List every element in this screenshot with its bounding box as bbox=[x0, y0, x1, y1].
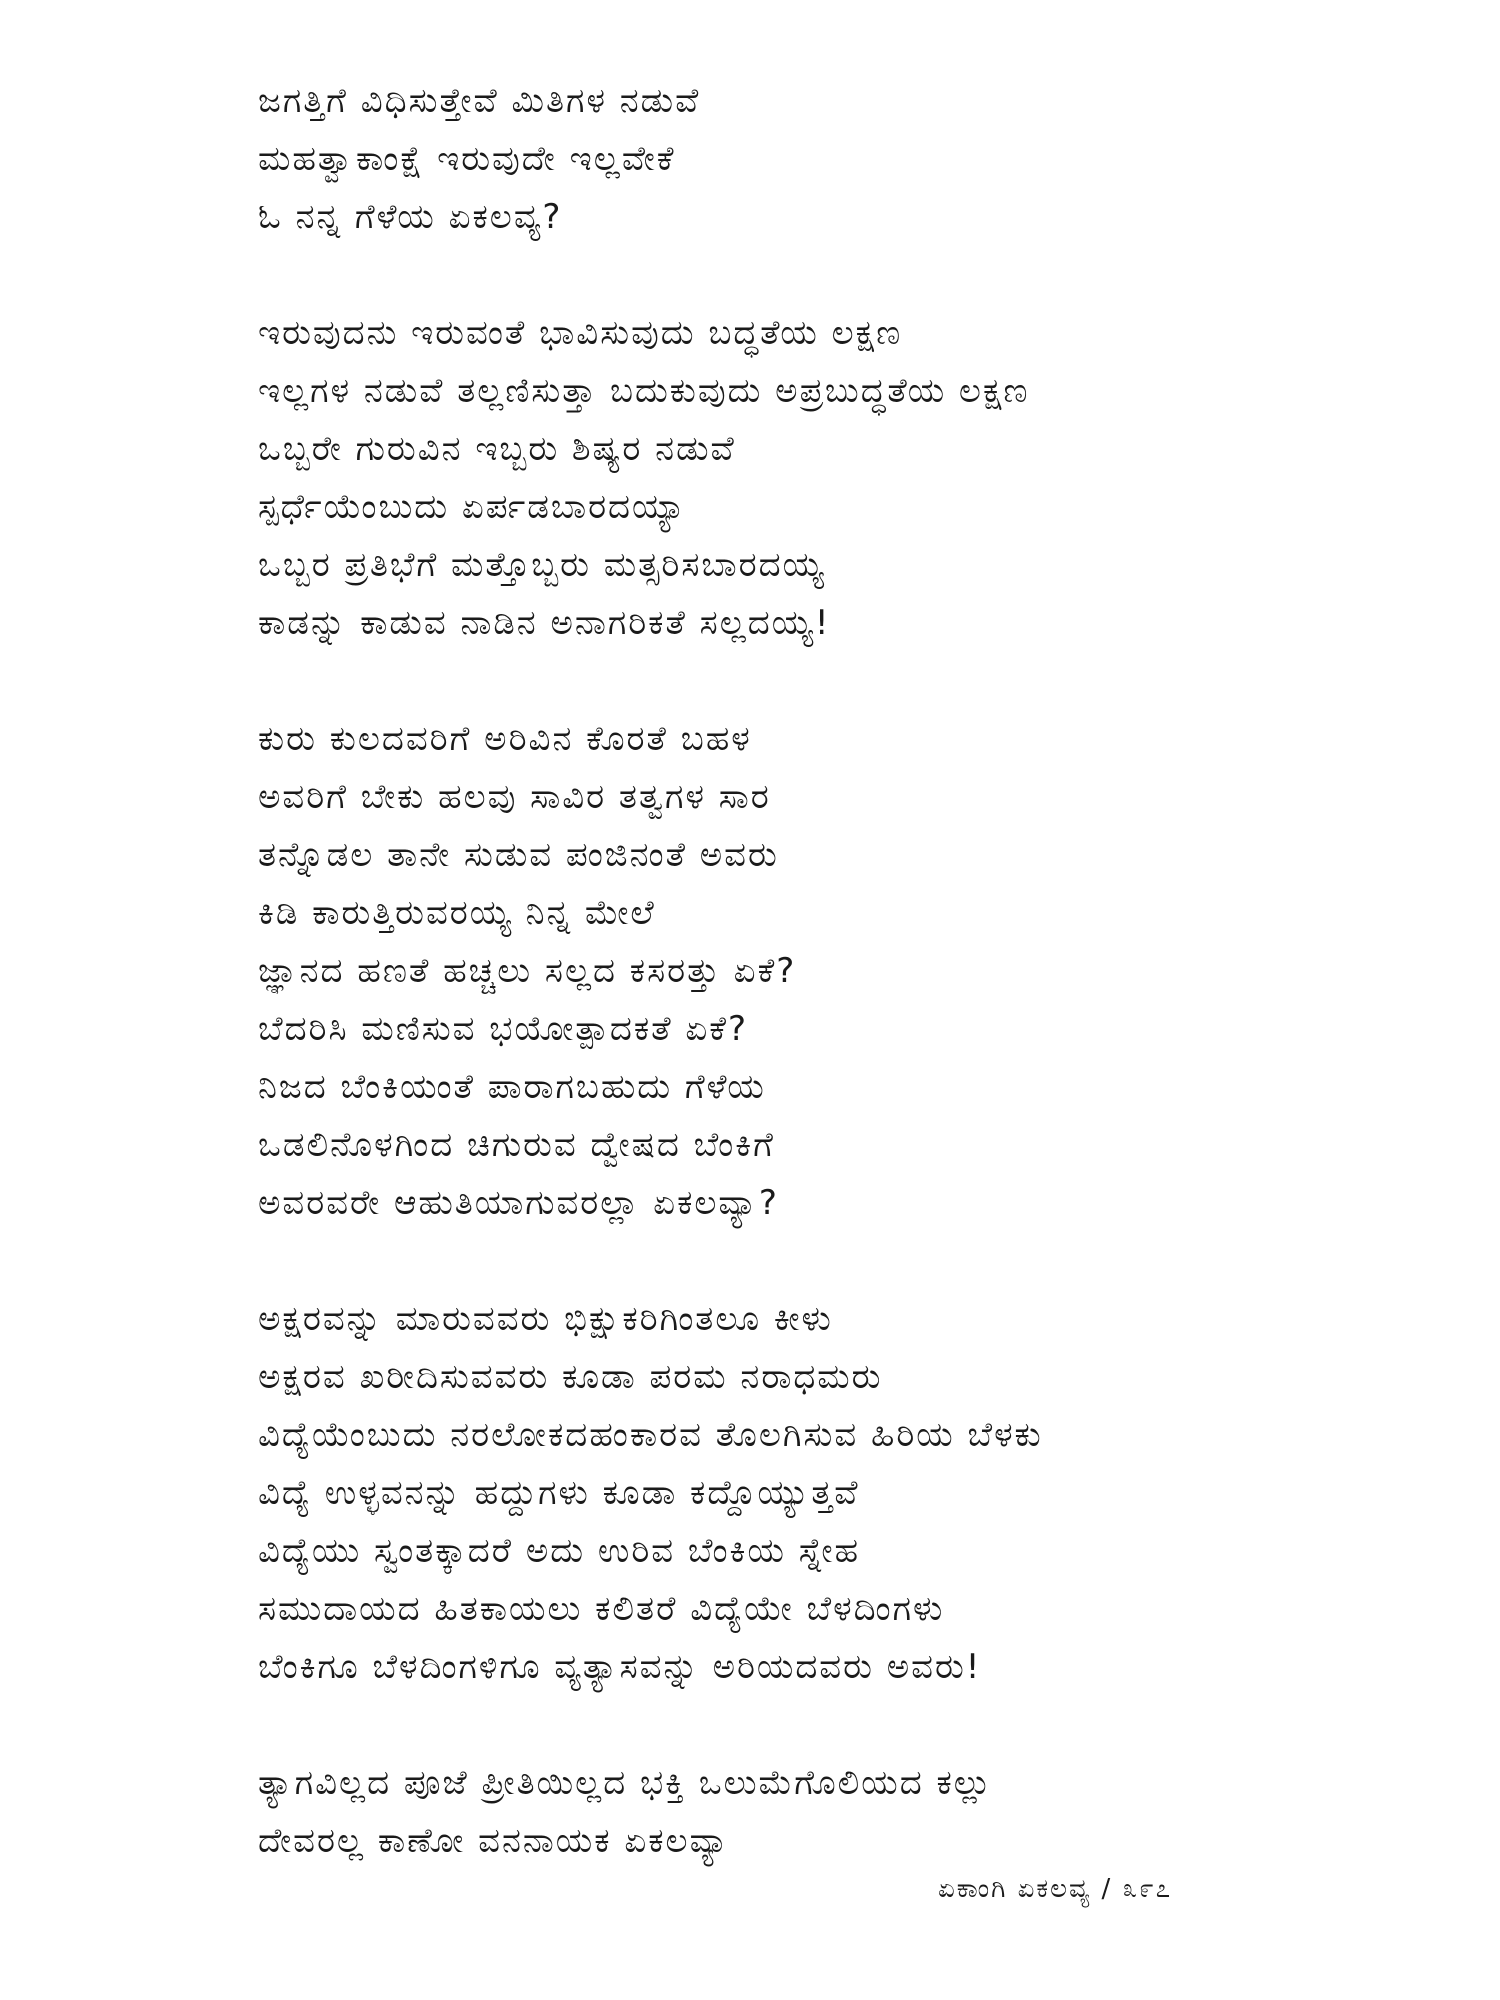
poem-line: ತ್ಯಾಗವಿಲ್ಲದ ಪೂಜೆ ಪ್ರೀತಿಯಿಲ್ಲದ ಭಕ್ತಿ ಒಲುಮೆಗೊಲಿಯದ ಕಲ್ಲು bbox=[258, 1763, 993, 1803]
poem-line: ತನ್ನೊಡಲ ತಾನೇ ಸುಡುವ ಪಂಜಿನಂತೆ ಅವರು bbox=[258, 835, 779, 875]
stanza-5 bbox=[258, 1754, 1408, 1870]
page-footer bbox=[938, 1874, 1172, 1905]
poem-line: ಜಗತ್ತಿಗೆ ವಿಧಿಸುತ್ತೇವೆ ಮಿತಿಗಳ ನಡುವೆ bbox=[258, 81, 701, 121]
poem-line: ವಿದ್ಯೆ ಉಳ್ಳವನನ್ನು ಹದ್ದುಗಳು ಕೂಡಾ ಕದ್ದೊಯ್ಯುತ್ತವೆ bbox=[258, 1473, 860, 1513]
poem-line: ಇಲ್ಲಗಳ ನಡುವೆ ತಲ್ಲಣಿಸುತ್ತಾ ಬದುಕುವುದು ಅಪ್ರಬುದ್ಧತೆಯ ಲಕ್ಷಣ bbox=[258, 371, 1030, 411]
footer-separator: / bbox=[1101, 1874, 1113, 1904]
poem-line: ಒಬ್ಬರ ಪ್ರತಿಭೆಗೆ ಮತ್ತೊಬ್ಬರು ಮತ್ಸರಿಸಬಾರದಯ್ಯ bbox=[258, 545, 826, 585]
poem-line: ಅಕ್ಷರವ ಖರೀದಿಸುವವರು ಕೂಡಾ ಪರಮ ನರಾಧಮರು bbox=[258, 1357, 883, 1397]
poem-line: ನಿಜದ ಬೆಂಕಿಯಂತೆ ಪಾರಾಗಬಹುದು ಗೆಳೆಯ bbox=[258, 1067, 766, 1107]
stanza-1 bbox=[258, 72, 1408, 246]
poem-line: ಕಿಡಿ ಕಾರುತ್ತಿರುವರಯ್ಯ ನಿನ್ನ ಮೇಲೆ bbox=[258, 893, 656, 933]
poem-line: ಬೆದರಿಸಿ ಮಣಿಸುವ ಭಯೋತ್ಪಾದಕತೆ ಏಕೆ? bbox=[258, 1009, 749, 1049]
poem-line: ವಿದ್ಯೆಯು ಸ್ವಂತಕ್ಕಾದರೆ ಅದು ಉರಿವ ಬೆಂಕಿಯ ಸ್ನೇಹ bbox=[258, 1531, 861, 1571]
poem-line: ವಿದ್ಯೆಯೆಂಬುದು ನರಲೋಕದಹಂಕಾರವ ತೊಲಗಿಸುವ ಹಿರಿಯ ಬೆಳಕು bbox=[258, 1415, 1043, 1455]
stanza-3 bbox=[258, 710, 1408, 1232]
poem-line: ಓ ನನ್ನ ಗೆಳೆಯ ಏಕಲವ್ಯ? bbox=[258, 197, 563, 237]
poem-line: ಇರುವುದನು ಇರುವಂತೆ ಭಾವಿಸುವುದು ಬದ್ಧತೆಯ ಲಕ್ಷಣ bbox=[258, 313, 903, 353]
poem-line: ಕಾಡನ್ನು ಕಾಡುವ ನಾಡಿನ ಅನಾಗರಿಕತೆ ಸಲ್ಲದಯ್ಯ! bbox=[258, 603, 831, 643]
poem-line: ಅವರಿಗೆ ಬೇಕು ಹಲವು ಸಾವಿರ ತತ್ವಗಳ ಸಾರ bbox=[258, 777, 771, 817]
poem-line: ಸ್ಪರ್ಧೆಯೆಂಬುದು ಏರ್ಪಡಬಾರದಯ್ಯಾ bbox=[258, 487, 688, 527]
book-title: ಏಕಾಂಗಿ ಏಕಲವ್ಯ bbox=[938, 1874, 1092, 1904]
poem-line: ಅಕ್ಷರವನ್ನು ಮಾರುವವರು ಭಿಕ್ಷುಕರಿಗಿಂತಲೂ ಕೀಳು bbox=[258, 1299, 833, 1339]
poem-line: ಸಮುದಾಯದ ಹಿತಕಾಯಲು ಕಲಿತರೆ ವಿದ್ಯೆಯೇ ಬೆಳದಿಂಗಳು bbox=[258, 1589, 945, 1629]
poem-line: ಕುರು ಕುಲದವರಿಗೆ ಅರಿವಿನ ಕೊರತೆ ಬಹಳ bbox=[258, 719, 752, 759]
poem-line: ದೇವರಲ್ಲ ಕಾಣೋ ವನನಾಯಕ ಏಕಲವ್ಯಾ bbox=[258, 1821, 731, 1861]
poem-line: ಅವರವರೇ ಆಹುತಿಯಾಗುವರಲ್ಲಾ ಏಕಲವ್ಯಾ? bbox=[258, 1183, 779, 1223]
poem-line: ಒಬ್ಬರೇ ಗುರುವಿನ ಇಬ್ಬರು ಶಿಷ್ಯರ ನಡುವೆ bbox=[258, 429, 736, 469]
page-number: ೩೯೭ bbox=[1122, 1874, 1173, 1904]
stanza-2 bbox=[258, 304, 1408, 652]
poem-line: ಮಹತ್ವಾಕಾಂಕ್ಷೆ ಇರುವುದೇ ಇಲ್ಲವೇಕೆ bbox=[258, 139, 676, 179]
poem-body bbox=[258, 72, 1408, 1928]
poem-line: ಒಡಲಿನೊಳಗಿಂದ ಚಿಗುರುವ ದ್ವೇಷದ ಬೆಂಕಿಗೆ bbox=[258, 1125, 775, 1165]
stanza-4 bbox=[258, 1290, 1408, 1696]
poem-line: ಜ್ಞಾನದ ಹಣತೆ ಹಚ್ಚಲು ಸಲ್ಲದ ಕಸರತ್ತು ಏಕೆ? bbox=[258, 951, 797, 991]
poem-line: ಬೆಂಕಿಗೂ ಬೆಳದಿಂಗಳಿಗೂ ವ್ಯತ್ಯಾಸವನ್ನು ಅರಿಯದವರು ಅವರು! bbox=[258, 1647, 982, 1687]
